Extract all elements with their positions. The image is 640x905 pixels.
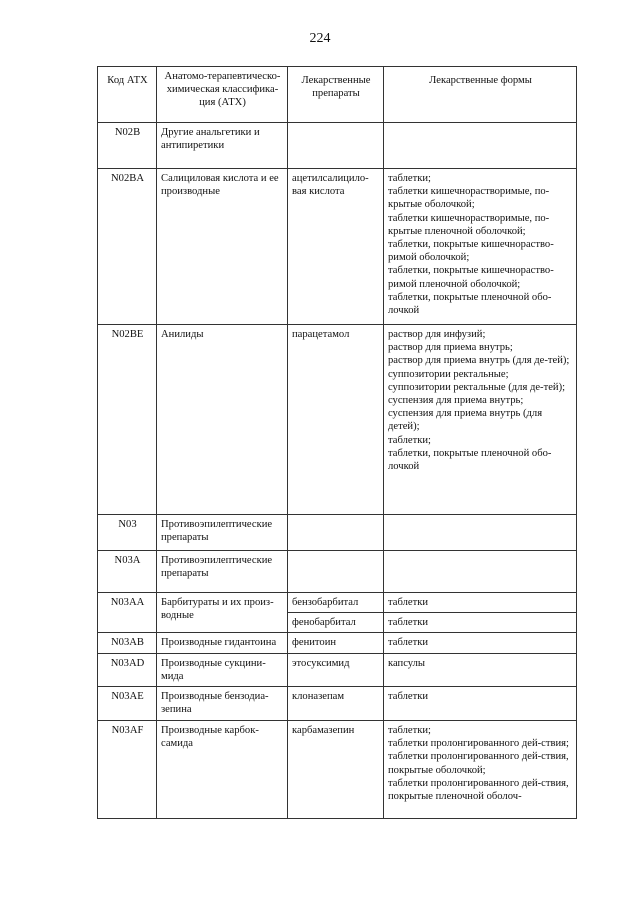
dosage-forms-cell — [384, 325, 577, 515]
dosage-form-line: раствор для приема внутрь (для де-тей); — [388, 355, 570, 367]
dosage-form-line: таблетки пролонгированного дей-ствия; — [388, 738, 569, 750]
dosage-form-line: таблетки кишечнорастворимые, по-крытые пленочной оболочкой; — [388, 212, 550, 237]
dosage-forms-cell — [384, 633, 577, 653]
table-row — [98, 593, 577, 613]
dosage-forms-cell — [384, 515, 577, 551]
atx-code-cell: N03AA — [98, 593, 157, 633]
dosage-form-line: суспензия для приема внутрь (для детей); — [388, 408, 543, 433]
drug-name-cell: этосуксимид — [288, 653, 384, 686]
dosage-form-line: суппозитории ректальные; — [388, 368, 509, 380]
dosage-form-line: таблетки, покрытые пленочной обо-лочкой — [388, 291, 552, 317]
atx-code-cell: N03AE — [98, 687, 157, 721]
atx-code-cell: N03 — [98, 515, 157, 551]
atx-classification-cell: Барбитураты и их произ-водные — [157, 593, 288, 633]
dosage-form-line: таблетки, покрытые кишечнораство-римой оболочкой; — [388, 239, 554, 264]
atx-table — [97, 66, 577, 819]
dosage-forms-cell — [384, 169, 577, 325]
dosage-forms-cell — [384, 123, 577, 169]
dosage-form-line: таблетки пролонгированного дей-ствия, покрытые оболочкой; — [388, 751, 569, 776]
dosage-form-line: таблетки пролонгированного дей-ствия, покрытые пленочной оболоч- — [388, 777, 569, 803]
atx-code-cell: N03AD — [98, 653, 157, 686]
atx-code-cell: N02BA — [98, 169, 157, 325]
table-row — [98, 169, 577, 325]
atx-code-cell: N03AF — [98, 721, 157, 819]
dosage-forms-cell — [384, 613, 577, 633]
drug-name-cell: ацетилсалицило-вая кислота — [288, 169, 384, 325]
atx-classification-cell: Противоэпилептические препараты — [157, 551, 288, 593]
dosage-form-line: таблетки — [388, 617, 429, 629]
dosage-form-line: таблетки, покрытые кишечнораство-римой пленочной оболочкой; — [388, 265, 554, 290]
drug-name-cell: бензобарбитал — [288, 593, 384, 613]
header-drugs: Лекарственные препараты — [288, 67, 384, 123]
dosage-forms-cell — [384, 721, 577, 819]
atx-code-cell: N02B — [98, 123, 157, 169]
dosage-form-line: таблетки; — [388, 725, 431, 737]
table-header-row — [98, 67, 577, 123]
drug-name-cell: фенобарбитал — [288, 613, 384, 633]
drug-name-cell: фенитоин — [288, 633, 384, 653]
dosage-form-line: таблетки — [388, 597, 429, 608]
atx-code-cell: N03A — [98, 551, 157, 593]
atx-classification-cell: Производные карбок-самида — [157, 721, 288, 819]
header-dosage-forms: Лекарственные формы — [384, 67, 577, 123]
table-row — [98, 653, 577, 686]
table-body — [98, 123, 577, 819]
atx-classification-cell: Производные сукцини-мида — [157, 653, 288, 686]
drug-name-cell — [288, 515, 384, 551]
drug-name-cell — [288, 123, 384, 169]
table-row — [98, 123, 577, 169]
atx-classification-cell: Другие анальгетики и антипиретики — [157, 123, 288, 169]
dosage-form-line: суппозитории ректальные (для де-тей); — [388, 381, 566, 393]
dosage-forms-cell — [384, 653, 577, 686]
atx-classification-cell: Производные гидантоина — [157, 633, 288, 653]
dosage-form-line: таблетки кишечнорастворимые, по-крытые оболочкой; — [388, 186, 550, 211]
dosage-form-line: таблетки, покрытые пленочной обо-лочкой — [388, 447, 552, 473]
table-row — [98, 687, 577, 721]
dosage-forms-cell — [384, 551, 577, 593]
table-row — [98, 721, 577, 819]
atx-code-cell: N03AB — [98, 633, 157, 653]
drug-name-cell — [288, 551, 384, 593]
dosage-forms-cell — [384, 687, 577, 721]
atx-code-cell: N02BE — [98, 325, 157, 515]
atx-classification-cell: Анилиды — [157, 325, 288, 515]
drug-name-cell: клоназепам — [288, 687, 384, 721]
dosage-form-line: таблетки; — [388, 173, 431, 184]
table-row — [98, 633, 577, 653]
drug-name-cell: карбамазепин — [288, 721, 384, 819]
atx-classification-cell: Салициловая кислота и ее производные — [157, 169, 288, 325]
table-row — [98, 325, 577, 515]
table-row — [98, 551, 577, 593]
drug-name-cell: парацетамол — [288, 325, 384, 515]
dosage-forms-cell — [384, 593, 577, 613]
dosage-form-line: раствор для инфузий; — [388, 329, 486, 340]
page-number: 224 — [309, 31, 331, 46]
dosage-form-line: суспензия для приема внутрь; — [388, 395, 524, 407]
dosage-form-line: таблетки — [388, 691, 429, 703]
atx-classification-cell: Производные бензодиа-зепина — [157, 687, 288, 721]
dosage-form-line: капсулы — [388, 657, 426, 669]
header-atx-classification: Анатомо-терапевтическо-химическая классифика-ция (АТХ) — [157, 67, 288, 123]
dosage-form-line: таблетки — [388, 637, 429, 649]
table-row — [98, 515, 577, 551]
dosage-form-line: раствор для приема внутрь; — [388, 342, 513, 354]
dosage-form-line: таблетки; — [388, 434, 431, 446]
header-atx-code: Код АТХ — [98, 67, 157, 123]
atx-classification-cell: Противоэпилептические препараты — [157, 515, 288, 551]
